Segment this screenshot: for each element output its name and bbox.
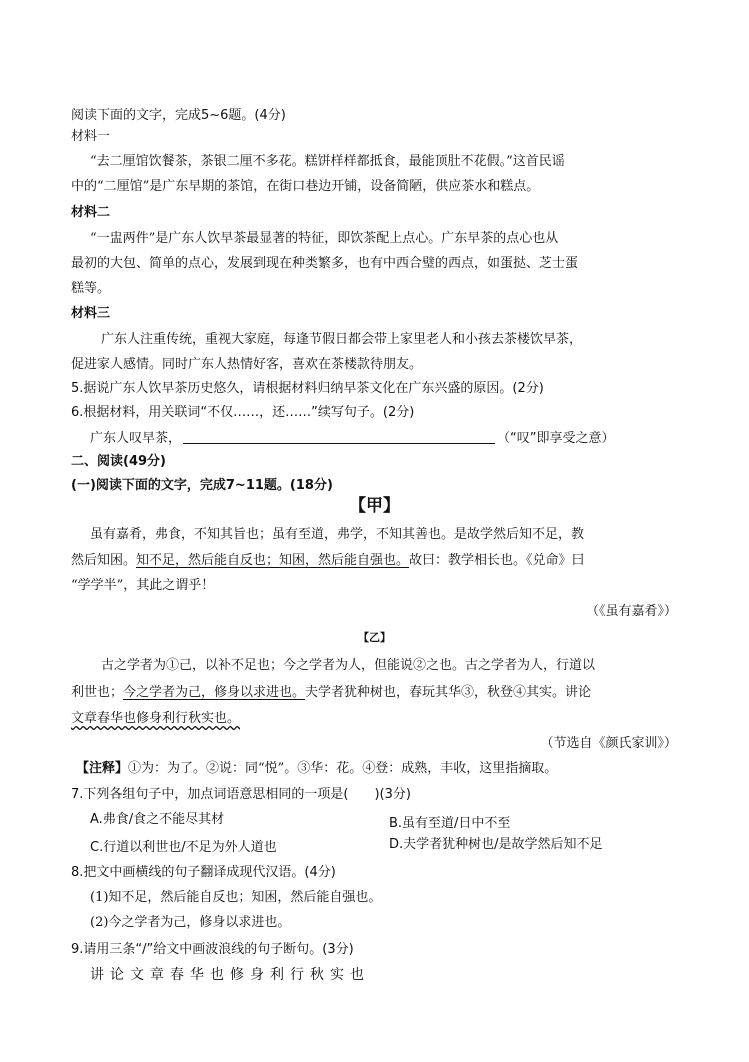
passage-jia-source: （《虽有嘉肴》）: [585, 604, 677, 619]
question-7-option-b: B.虽有至道/日中不至: [389, 816, 511, 831]
question-7-option-d: D.夫学者犹种树也/是故学然后知不足: [389, 837, 603, 852]
question-9-sentence: 讲论文章春华也修身利行秋实也: [90, 967, 370, 983]
passage-yi-title: 【乙】: [358, 631, 391, 644]
passage-yi-line-2: [71, 684, 591, 702]
material-2-line-2: 最初的大包、简单的点心，发展到现在种类繁多，也有中西合璧的西点，如蛋挞、芝士蛋: [71, 256, 579, 271]
passage-yi-source: （节选自《颜氏家训》）: [540, 736, 677, 751]
material-2-title: 材料二: [71, 205, 111, 220]
passage-jia-line-3: “学学半”，其此之谓乎！: [71, 578, 215, 593]
question-7-option-a: A.弗食/食之不能尽其材: [90, 812, 225, 827]
material-3-line-2: 促进家人感情。同时广东人热情好客，喜欢在茶楼款待朋友。: [71, 357, 423, 372]
material-2-line-3: 糕等。: [71, 281, 111, 296]
question-7-option-c: C.行道以利世也/不足为外人道也: [90, 840, 277, 855]
question-5: 5.据说广东人饮早茶历史悠久，请根据材料归纳早茶文化在广东兴盛的原因。(2分): [71, 381, 544, 396]
question-9: 9.请用三条“/”给文中画波浪线的句子断句。(3分): [71, 942, 354, 957]
yi-line-2-start: 利世也；: [71, 685, 124, 700]
question-6-sentence: [90, 429, 615, 448]
passage-yi-wavy-line: 文章春华也修身利行秋实也。: [71, 711, 241, 726]
question-8-part-1: (1)知不足，然后能自反也；知困，然后能自强也。: [90, 890, 382, 905]
passage-yi-line-1: 古之学者为①己，以补不足也；今之学者为人，但能说②之也。古之学者为人，行道以: [101, 658, 596, 673]
reading-intro: 阅读下面的文字，完成5~6题。(4分): [71, 108, 286, 123]
question-8-part-2: (2)今之学者为己，修身以求进也。: [90, 915, 291, 930]
material-2-line-1: “一盅两件”是广东人饮早茶最显著的特征，即饮茶配上点心。广东早茶的点心也从: [90, 231, 559, 246]
material-3-line-1: 广东人注重传统，重视大家庭，每逢节假日都会带上家里老人和小孩去茶楼饮早茶，: [101, 332, 583, 347]
question-6-note: （“叹”即享受之意）: [497, 431, 615, 446]
question-8: 8.把文中画横线的句子翻译成现代汉语。(4分): [71, 865, 336, 880]
yi-underlined-sentence: 今之学者为己，修身以求进也。: [123, 685, 306, 700]
notes-line: [76, 760, 557, 778]
section-reading-title: 二、阅读(49分): [71, 454, 166, 469]
notes-text: ①为：为了。②说：同“悦”。③华：花。④登：成熟，丰收，这里指摘取。: [128, 761, 558, 776]
question-7-points: )(3分): [374, 787, 411, 802]
question-6-start: 广东人叹早茶，: [90, 431, 182, 446]
question-6: 6.根据材料，用关联词“不仅……，还……”续写句子。(2分): [71, 405, 415, 420]
passage-jia-title: 【甲】: [349, 496, 400, 516]
passage-jia-line-1: 虽有嘉肴，弗食，不知其旨也；虽有至道，弗学，不知其善也。是故学然后知不足，教: [90, 527, 585, 542]
answer-blank-line[interactable]: [183, 429, 495, 444]
passage-jia-line-2: [71, 552, 585, 570]
jia-underlined-sentence: 知不足，然后能自反也；知困，然后能自强也。: [136, 553, 410, 568]
material-1-line-2: 中的“二厘馆”是广东早期的茶馆，在街口巷边开铺，设备简陋，供应茶水和糕点。: [71, 179, 540, 194]
question-7: [71, 786, 411, 804]
notes-label: 【注释】: [76, 761, 129, 776]
material-1-line-1: “去二厘馆饮餐茶，茶银二厘不多花。糕饼样样都抵食，最能顶肚不花假。”这首民谣: [90, 154, 565, 169]
jia-line-2-start: 然后知困。: [71, 553, 137, 568]
yi-line-2-end: 夫学者犹种树也，春玩其华③，秋登④其实。讲论: [305, 685, 592, 700]
subsection-1-title: (一)阅读下面的文字，完成7~11题。(18分): [71, 478, 333, 493]
material-1-title: 材料一: [71, 129, 111, 144]
material-3-title: 材料三: [71, 306, 111, 321]
question-7-text: 7.下列各组句子中，加点词语意思相同的一项是(: [71, 787, 349, 802]
jia-line-2-end: 故曰：教学相长也。《兑命》曰: [409, 553, 585, 568]
